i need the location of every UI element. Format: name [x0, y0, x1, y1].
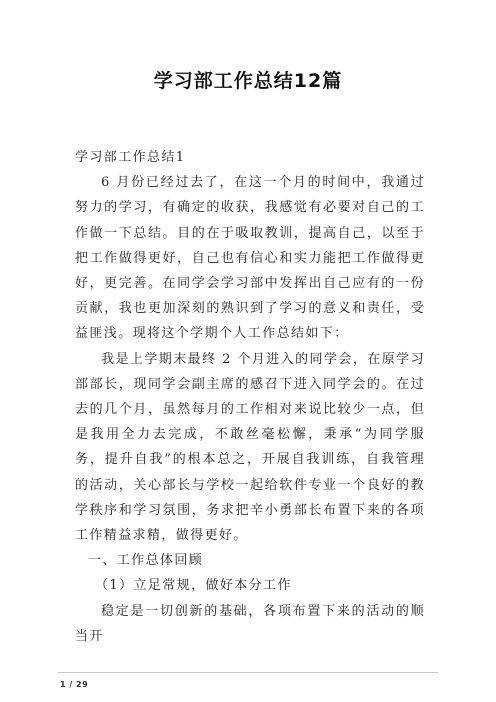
document-title: 学习部工作总结12篇	[153, 70, 343, 92]
document-body	[75, 145, 425, 649]
section-subtitle: 学习部工作总结1	[75, 150, 186, 165]
page-indicator: 1 / 29	[60, 680, 89, 689]
footer-divider	[58, 672, 438, 673]
section-heading: 一、工作总体回顾	[88, 553, 204, 569]
body-paragraph: 我是上学期末最终 2 个月进入的同学会，在原学习部部长，现同学会副主席的感召下进入同学会的。在过去的几个月，虽然每月的工作相对来说比较少一点，但是我用全力去完成，不敢丝毫松懈，秉承“为同学服务，提升自我”的根本总之，开展自我训练，自我管理的活动，关心部长与学校一起给软件专业一个良好的教学秩序和学习氛围，务求把辛小勇部长布置下来的各项工作精益求精，做得更好。	[75, 351, 425, 544]
body-paragraph: 稳定是一切创新的基础，各项布置下来的活动的顺当开	[75, 603, 425, 644]
subsection-heading: （1）立足常规，做好本分工作	[95, 578, 292, 594]
body-paragraph: 6 月份已经过去了，在这一个月的时间中，我通过努力的学习，有确定的收获，我感觉有必要对自己的工作做一下总结。目的在于吸取教训，提高自己，以至于把工作做得更好，自己也有信心和实力能把工作做得更好，更完善。在同学会学习部中发挥出自己应有的一份贡献，我也更加深刻的熟识到了学习的意义和责任，受益匪浅。现将这个学期个人工作总结如下：	[75, 175, 425, 342]
